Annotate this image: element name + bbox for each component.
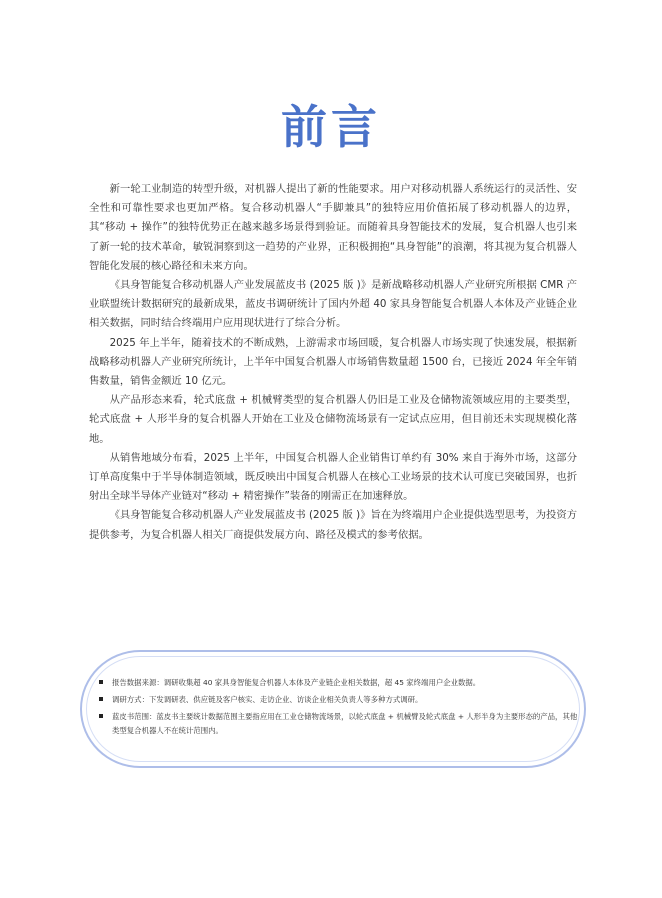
square-bullet-icon	[99, 697, 103, 701]
paragraph: 《具身智能复合移动机器人产业发展蓝皮书 (2025 版 )》是新战略移动机器人产业研究所根据 CMR 产业联盟统计数据研究的最新成果，蓝皮书调研统计了国内外超 40 家具身智能复合机器人本体及产业链企业相关数据，同时结合终端用户应用现状进行了综合分析。	[89, 279, 577, 330]
notes-list	[99, 676, 581, 741]
note-text: 调研方式：下发调研表、供应链及客户核实、走访企业、访谈企业相关负责人等多种方式调研。	[112, 695, 423, 704]
paragraph: 从产品形态来看，轮式底盘 + 机械臂类型的复合机器人仍旧是工业及仓储物流领域应用的主要类型，轮式底盘 + 人形半身的复合机器人开始在工业及仓储物流场景有一定试点应用，但目前还未实现规模化落地。	[89, 394, 577, 445]
paragraph: 从销售地域分布看，2025 上半年，中国复合机器人企业销售订单约有 30% 来自于海外市场，这部分订单高度集中于半导体制造领域，既反映出中国复合机器人在核心工业场景的技术认可度已突破国界，也折射出全球半导体产业链对“移动 + 精密操作”装备的刚需正在加速释放。	[89, 451, 577, 503]
square-bullet-icon	[99, 714, 103, 718]
paragraph: 2025 年上半年，随着技术的不断成熟，上游需求市场回暖，复合机器人市场实现了快速发展，根据新战略移动机器人产业研究所统计，上半年中国复合机器人市场销售数量超 1500 台，已接近 2024 年全年销售数量，销售金额近 10 亿元。	[89, 336, 577, 388]
paragraph: 新一轮工业制造的转型升级，对机器人提出了新的性能要求。用户对移动机器人系统运行的灵活性、安全性和可靠性要求也更加严格。复合移动机器人“手脚兼具”的独特应用价值拓展了移动机器人的边界，其“移动 + 操作”的独特优势正在越来越多场景得到验证。而随着具身智能技术的发展，复合机器人也引来了新一轮的技术革命，敏锐洞察到这一趋势的产业界，正积极拥抱“具身智能”的浪潮，将其视为复合机器人智能化发展的核心路径和未来方向。	[89, 183, 577, 272]
note-text: 蓝皮书范围：蓝皮书主要统计数据范围主要指应用在工业仓储物流场景，以轮式底盘 + 机械臂及轮式底盘 + 人形半身为主要形态的产品，其他类型复合机器人不在统计范围内。	[112, 712, 578, 735]
square-bullet-icon	[99, 680, 103, 684]
page-title: 前言	[281, 100, 381, 154]
preface-body	[89, 180, 577, 545]
note-item	[99, 693, 581, 707]
note-text: 报告数据来源：调研收集超 40 家具身智能复合机器人本体及产业链企业相关数据，超 45 家终端用户企业数据。	[112, 678, 481, 687]
paragraph: 《具身智能复合移动机器人产业发展蓝皮书 (2025 版 )》旨在为终端用户企业提供选型思考，为投资方提供参考，为复合机器人相关厂商提供发展方向、路径及模式的参考依据。	[89, 509, 577, 541]
note-item	[99, 676, 581, 690]
note-item	[99, 710, 581, 738]
